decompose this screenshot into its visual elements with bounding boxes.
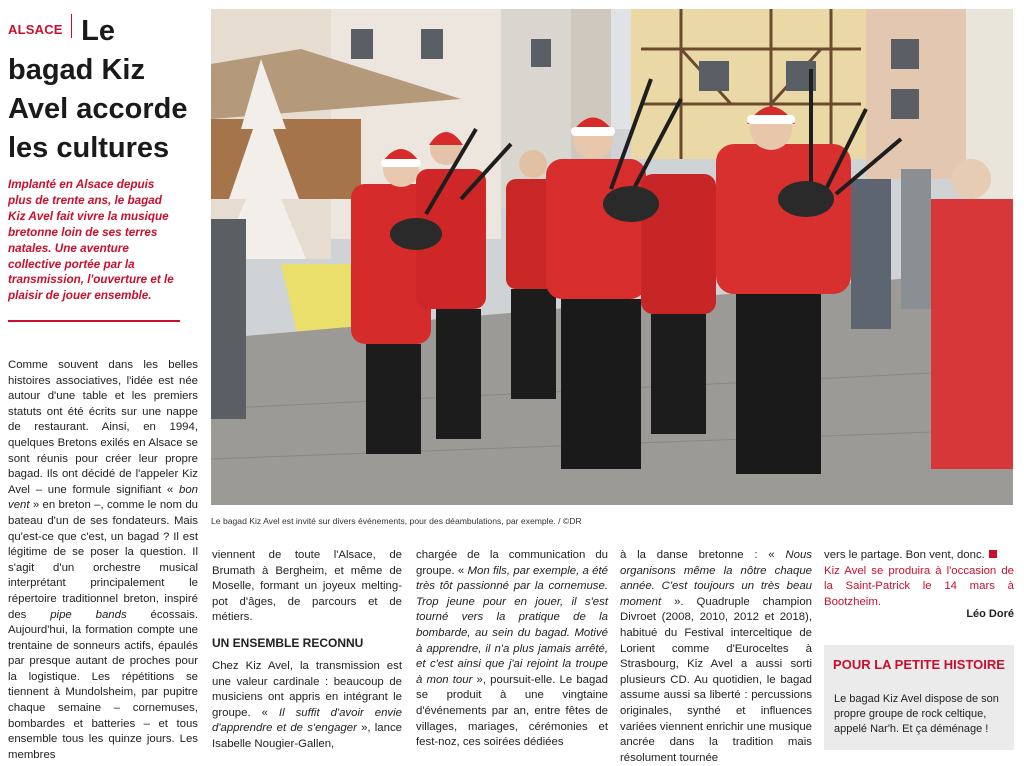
headline-line-4: les cultures	[8, 132, 170, 164]
col2-quote: Il suffit d'avoir envie d'apprendre et de s'engager	[212, 706, 402, 735]
article-column-5	[824, 548, 1014, 610]
col1-text-b: » en breton –, comme le nom du bateau d'un de ses fondateurs. Mais qu'est-ce que c'est, un bagad ? Il est légitime de se poser la question. Il s'agit d'un orchestre musical interprétant principalement le répertoire traditionnel breton, inspiré des	[8, 499, 198, 621]
col1-text-c: écossais. Aujourd'hui, la formation compte une trentaine de sonneurs actifs, épaulés par presque autant de proches pour la logistique. Les répétitions se tiennent à Mundolsheim, par pupitre chaque semaine – cornemuses, bombardes et batteries – et tous ensemble tous les quinze jours. Les membres	[8, 608, 198, 761]
article-column-4	[620, 548, 812, 766]
col4-text-a: à la danse bretonne : «	[620, 549, 775, 561]
headline-line-3: Avel accorde	[8, 93, 188, 125]
author-signature: Léo Doré	[966, 608, 1014, 620]
headline-line-2: bagad Kiz	[8, 54, 145, 86]
side-box	[824, 645, 1014, 750]
next-event-note: Kiz Avel se produira à l'occasion de la Saint-Patrick le 14 mars à Bootzheim.	[824, 564, 1014, 608]
section-subheading: UN ENSEMBLE RECONNU	[212, 636, 364, 650]
article-column-1	[8, 358, 198, 763]
kicker-separator	[71, 14, 73, 38]
col5-text: vers le partage. Bon vent, donc.	[824, 549, 985, 561]
col1-text-a: Comme souvent dans les belles histoires associatives, l'idée est née autour d'une table et les premiers statuts ont été écrits sur une nappe de restaurant. Ainsi, en 1994, quelques Bretons exilés en Alsace se sont réunis pour créer leur propre bagad. Ils ont décidé de l'appeler Kiz Avel – une formule signifiant «	[8, 359, 198, 496]
col3-text-a: chargée de la communication du groupe. «	[416, 549, 608, 577]
headline-line-1: Le	[81, 15, 115, 47]
col3-quote: Mon fils, par exemple, a été très tôt passionné par la cornemuse. Trop jeune pour en jouer, il s'est tourné vers la pratique de la bombarde, au sein du bagad. Motivé à apprendre, il n'a plus jamais arrêté, et c'est ainsi que j'ai rejoint la troupe à mon tour	[416, 564, 608, 686]
col1-emphasis-b: pipe bands	[50, 608, 127, 621]
section-kicker: ALSACE	[8, 22, 63, 37]
article-photo	[211, 9, 1013, 505]
intro-divider	[8, 320, 180, 322]
bagpipers-parade-illustration	[211, 9, 1013, 505]
col2-text-b: », lance Isabelle Nougier-Gallen,	[212, 722, 402, 750]
side-box-title: POUR LA PETITE HISTOIRE	[833, 657, 1005, 672]
headline	[8, 12, 198, 168]
photo-caption: Le bagad Kiz Avel est invité sur divers événements, pour des déambulations, par exemple. / ©DR	[211, 516, 582, 526]
article-column-2-continued	[212, 659, 402, 753]
col1-emphasis-a: bon vent	[8, 483, 199, 512]
side-box-text: Le bagad Kiz Avel dispose de son propre groupe de rock celtique, appelé Nar'h. Et ça déménage !	[834, 693, 999, 735]
col3-text-b: », poursuit-elle. Le bagad se produit à une vingtaine d'événements par an, entre fêtes de villages, mariages, cérémonies et fest-noz, ces soirées dédiées	[416, 673, 609, 749]
col2-text-a: Chez Kiz Avel, la transmission est une valeur cardinale : beaucoup de musiciens ont appris en intégrant le groupe. «	[212, 660, 402, 719]
intro-lead: Implanté en Alsace depuis plus de trente ans, le bagad Kiz Avel fait vivre la musique bretonne loin de ses terres natales. Une aventure collective portée par la transmission, l'ouverture et le plaisir de jouer ensemble.	[8, 178, 174, 303]
article-column-3	[416, 548, 608, 751]
article-column-2: viennent de toute l'Alsace, de Brumath à Bergheim, et même de Moselle, formant un joyeux melting-pot d'âges, de parcours et de métiers.	[212, 549, 402, 624]
col4-text-b: ». Quadruple champion Divroet (2008, 2010, 2012 et 2018), habitué du Festival interceltique de Lorient comme d'Euroceltes à Strasbourg, Kiz Avel a aussi sorti plusieurs CD. Au quotidien, le bagad assume aussi sa liberté : percussions originales, synthé et influences variées viennent enrichir une musique ancrée dans la tradition mais résolument tournée	[620, 595, 812, 764]
end-of-article-square	[989, 550, 997, 558]
col4-quote: Nous organisons même la nôtre chaque année. C'est toujours un très beau moment	[620, 549, 812, 608]
